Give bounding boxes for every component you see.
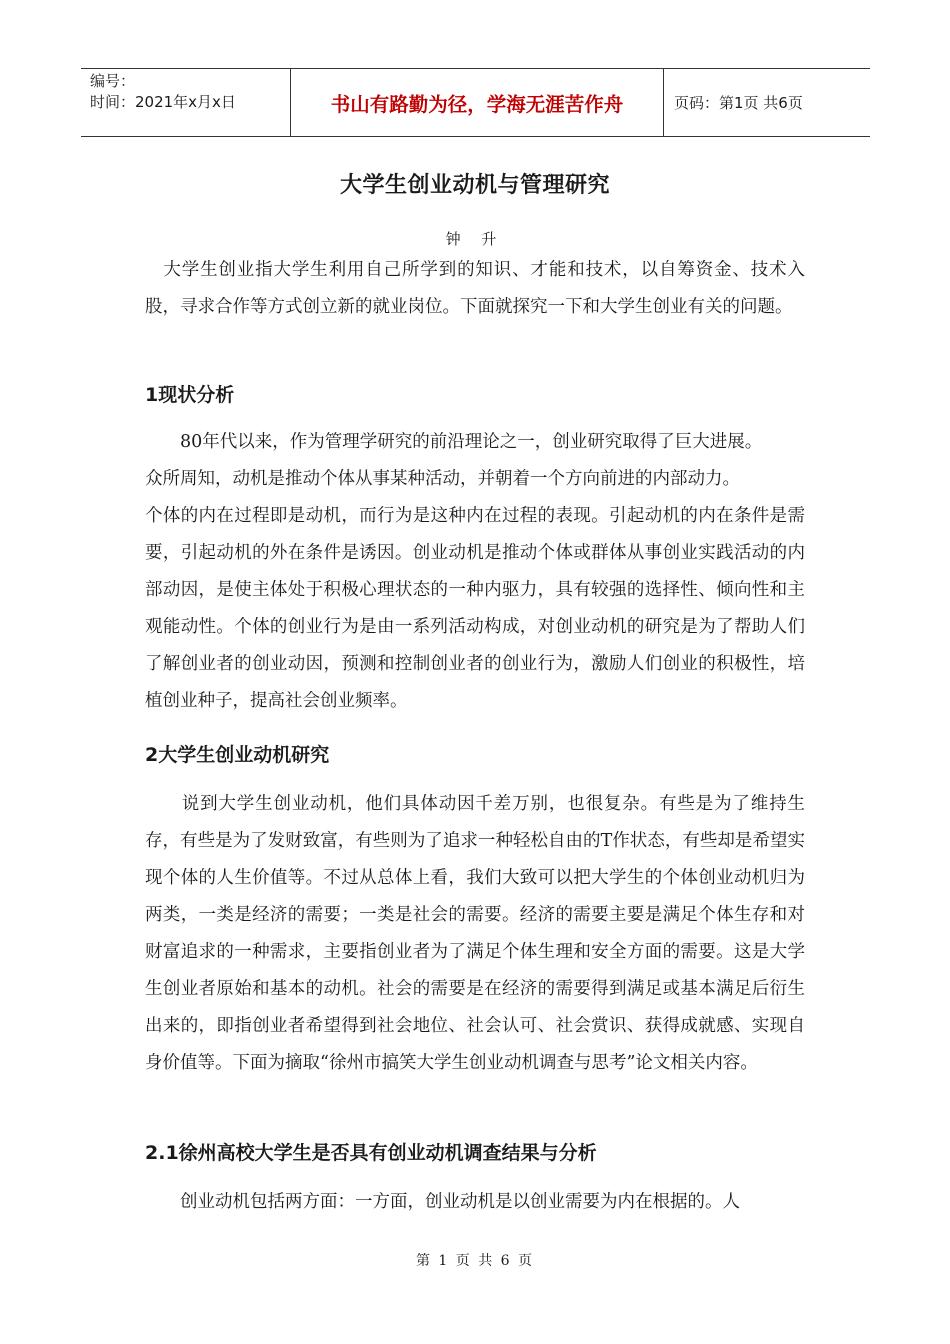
section-1-line-2: 众所周知，动机是推动个体从事某种活动，并朝着一个方向前进的内部动力。 xyxy=(145,469,740,489)
intro-paragraph: 大学生创业指大学生利用自己所学到的知识、才能和技术，以自筹资金、技术入股，寻求合作等方式创立新的就业岗位。下面就探究一下和大学生创业有关的问题。 xyxy=(145,260,805,317)
section-2-paragraph: 说到大学生创业动机，他们具体动因千差万别，也很复杂。有些是为了维持生存，有些是为了发财致富，有些则为了追求一种轻松自由的T作状态，有些却是希望实现个体的人生价值等。不过从总体上看，我们大致可以把大学生的个体创业动机归为两类，一类是经济的需要；一类是社会的需要。经济的需要主要是满足个体生存和对财富追求的一种需求，主要指创业者为了满足个体生理和安全方面的需要。这是大学生创业者原始和基本的动机。社会的需要是在经济的需要得到满足或基本满足后衍生出来的，即指创业者希望得到社会地位、社会认可、社会赏识、获得成就感、实现自身价值等。下面为摘取“徐州市搞笑大学生创业动机调查与思考”论文相关内容。 xyxy=(145,794,805,1073)
header-motto-cell xyxy=(290,69,664,136)
page-footer: 第 1 页 共 6 页 xyxy=(415,1253,535,1269)
motto-text: 书山有路勤为径，学海无涯苦作舟 xyxy=(330,92,624,116)
number-label: 编号： xyxy=(90,72,136,90)
section-2-heading: 2大学生创业动机研究 xyxy=(145,744,330,766)
section-1-heading: 1现状分析 xyxy=(145,384,235,406)
header-meta xyxy=(81,69,290,136)
section-2-1-heading: 2.1徐州高校大学生是否具有创业动机调查结果与分析 xyxy=(145,1142,597,1164)
section-1-line-1: 80年代以来，作为管理学研究的前沿理论之一，创业研究取得了巨大进展。 xyxy=(145,432,763,452)
document-title: 大学生创业动机与管理研究 xyxy=(339,173,610,198)
document-header xyxy=(81,68,870,137)
author-name: 钟 升 xyxy=(445,230,505,248)
page-code-text: 页码：第1页 共6页 xyxy=(674,94,803,112)
section-1-paragraph: 个体的内在过程即是动机，而行为是这种内在过程的表现。引起动机的内在条件是需要，引起动机的外在条件是诱因。创业动机是推动个体或群体从事创业实践活动的内部动因，是使主体处于积极心理状态的一种内驱力，具有较强的选择性、倾向性和主观能动性。个体的创业行为是由一系列活动构成，对创业动机的研究是为了帮助人们了解创业者的创业动因，预测和控制创业者的创业行为，激励人们创业的积极性，培植创业种子，提高社会创业频率。 xyxy=(145,506,805,711)
section-2-1-paragraph: 创业动机包括两方面：一方面，创业动机是以创业需要为内在根据的。人 xyxy=(145,1192,740,1212)
header-page-code xyxy=(664,69,870,136)
time-label: 时间：2021年x月x日 xyxy=(90,93,236,111)
